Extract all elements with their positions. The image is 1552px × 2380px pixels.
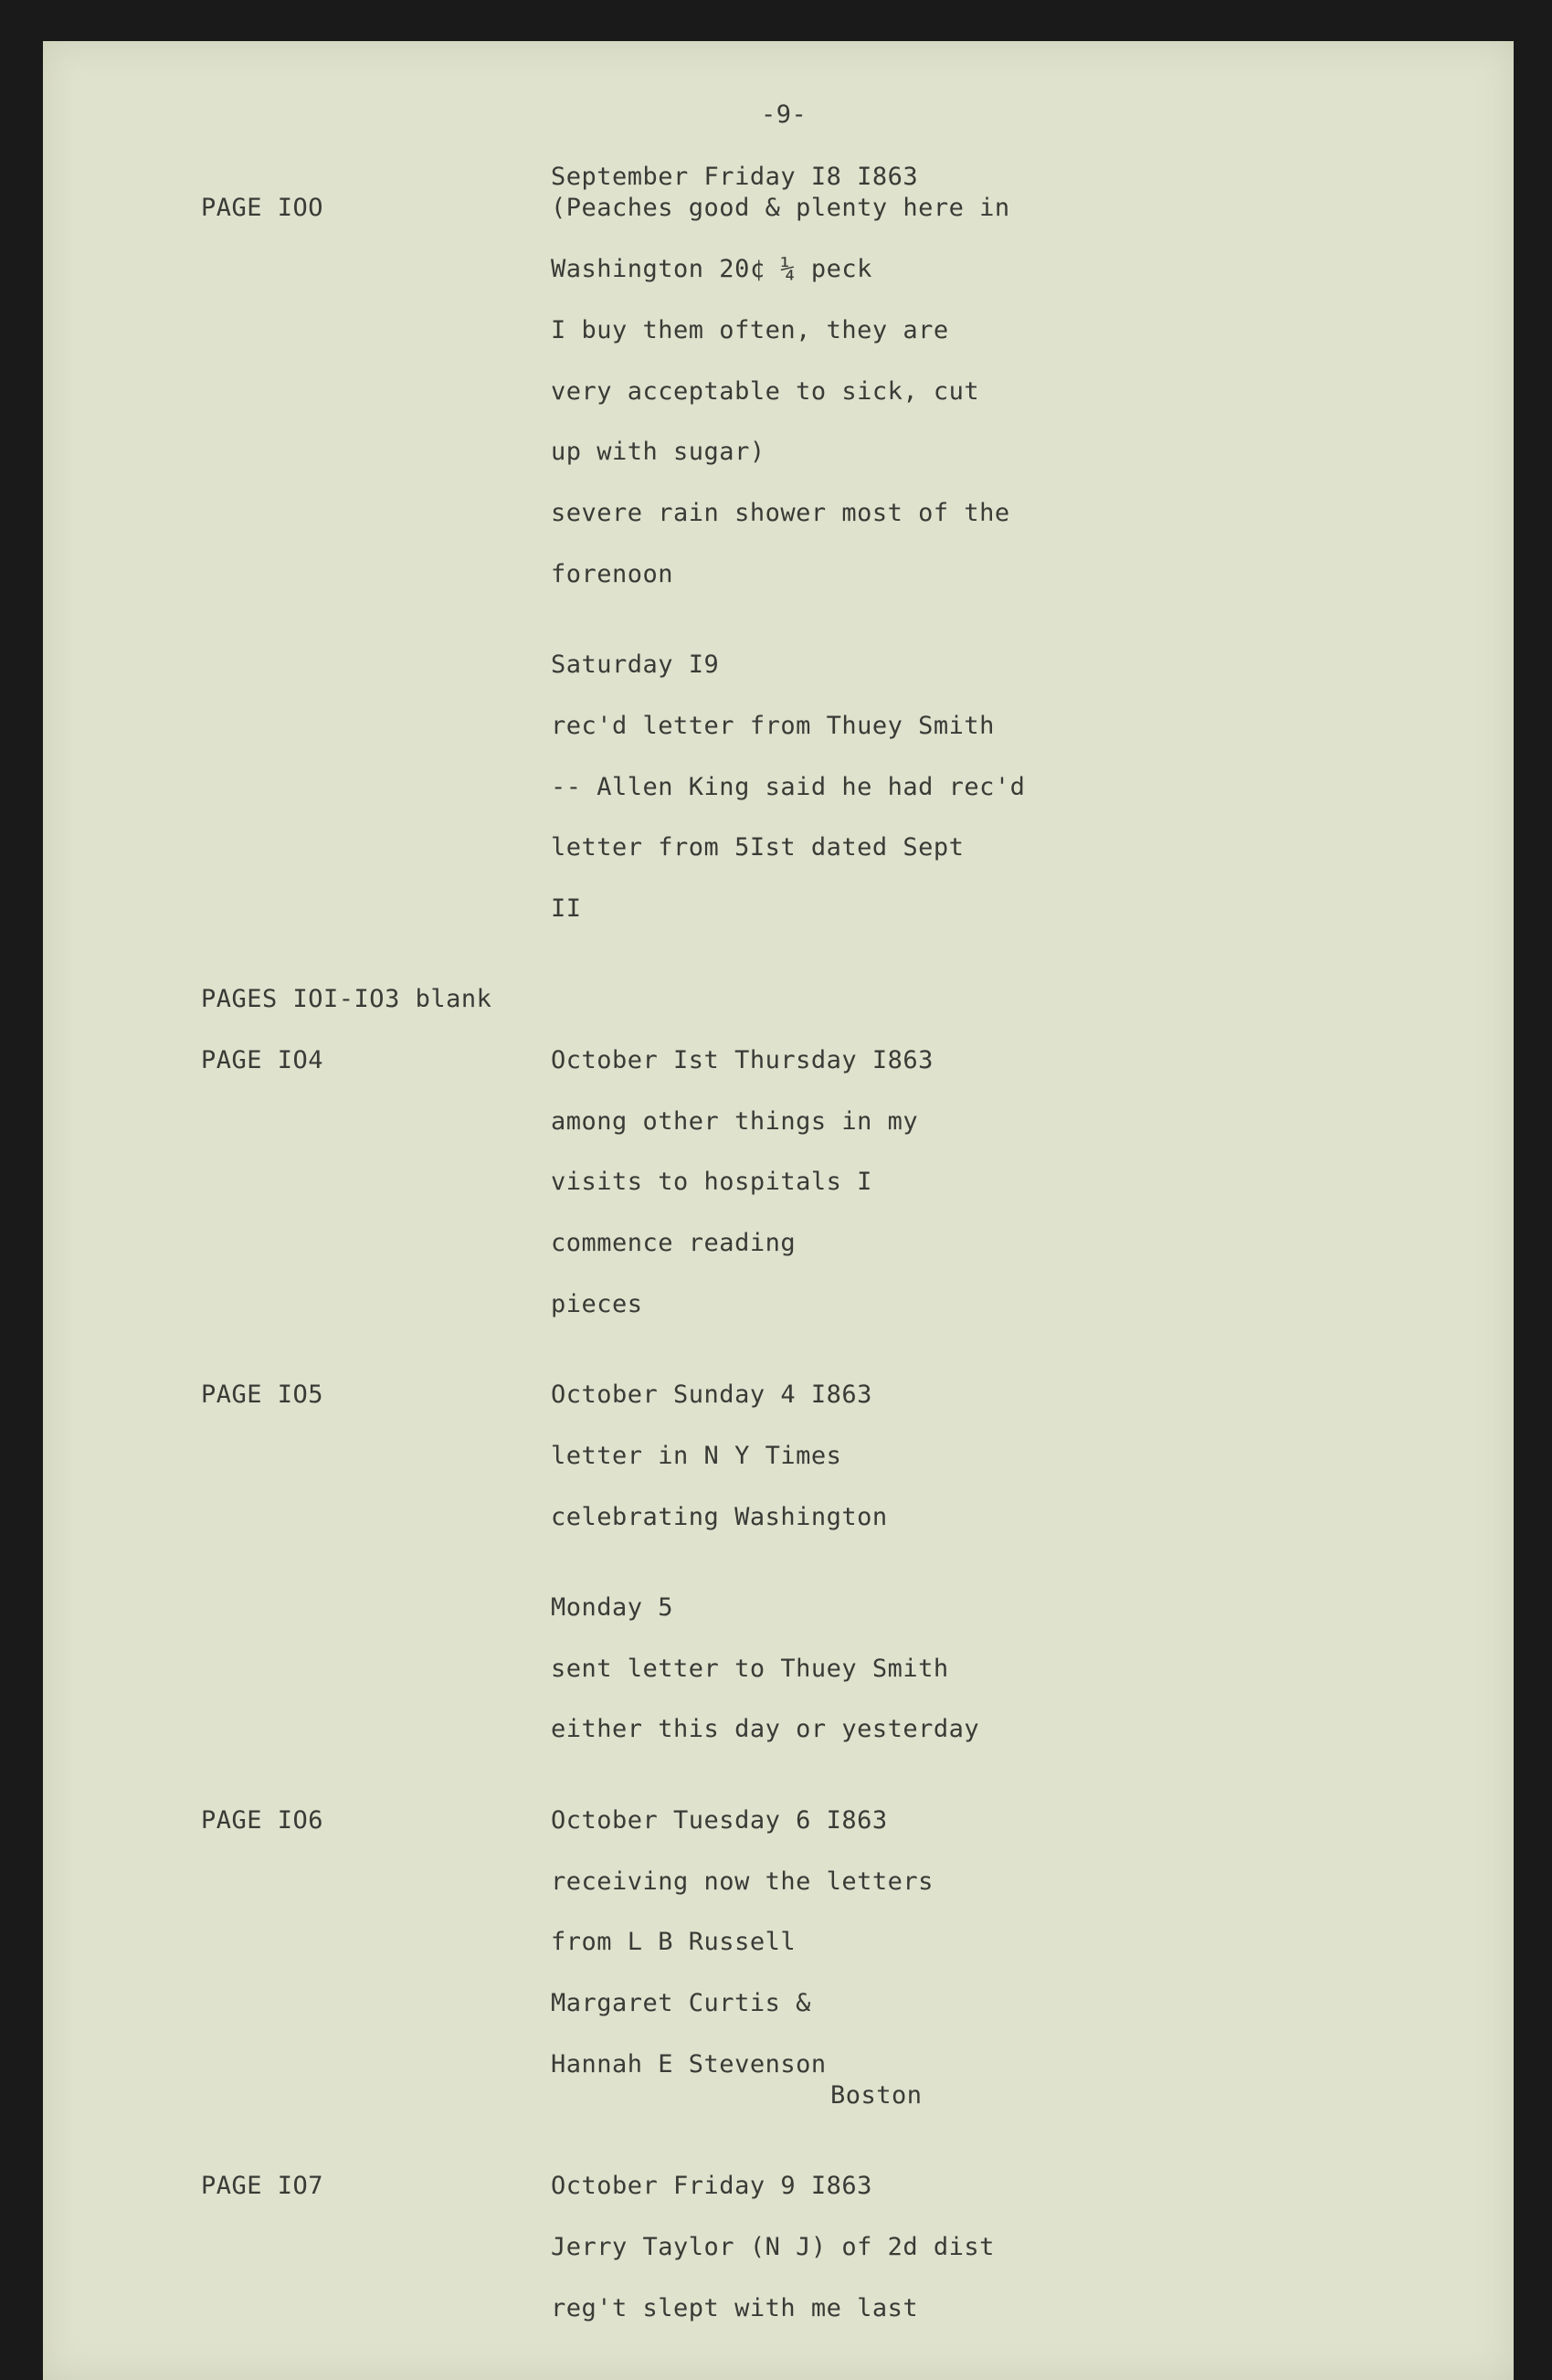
- entry-line: I buy them often, they are: [551, 316, 949, 344]
- entry-line: among other things in my: [551, 1107, 919, 1136]
- entry-line: Margaret Curtis &: [551, 1989, 811, 2017]
- entry-line: commence reading: [551, 1229, 797, 1257]
- entry-line: October Tuesday 6 I863: [551, 1806, 888, 1835]
- page-label-104: PAGE IO4: [201, 1046, 324, 1074]
- entry-line: letter from 5Ist dated Sept: [551, 833, 965, 862]
- entry-line: rec'd letter from Thuey Smith: [551, 712, 995, 740]
- entry-line: October Friday 9 I863: [551, 2172, 872, 2200]
- entry-line: Jerry Taylor (N J) of 2d dist: [551, 2233, 995, 2261]
- entry-line: Boston: [830, 2081, 923, 2110]
- entry-line: September Friday I8 I863: [551, 163, 919, 191]
- entry-line: pieces: [551, 1290, 643, 1318]
- entry-line: up with sugar): [551, 438, 765, 466]
- page-label-107: PAGE IO7: [201, 2172, 324, 2200]
- entry-line: from L B Russell: [551, 1928, 797, 1956]
- entry-line: Saturday I9: [551, 651, 720, 679]
- entry-line: October Sunday 4 I863: [551, 1380, 872, 1409]
- entry-line: (Peaches good & plenty here in: [551, 194, 1010, 222]
- entry-line: very acceptable to sick, cut: [551, 377, 980, 406]
- entry-line: either this day or yesterday: [551, 1715, 980, 1743]
- entry-line: reg't slept with me last: [551, 2294, 919, 2322]
- entry-line: visits to hospitals I: [551, 1168, 872, 1196]
- page-label-105: PAGE IO5: [201, 1380, 324, 1409]
- page-label-101-103: PAGES IOI-IO3 blank: [201, 985, 492, 1013]
- entry-line: Hannah E Stevenson: [551, 2050, 827, 2079]
- entry-line: celebrating Washington: [551, 1503, 888, 1531]
- entry-line: October Ist Thursday I863: [551, 1046, 934, 1074]
- entry-line: Washington 20¢ ¼ peck: [551, 255, 872, 283]
- entry-line: -- Allen King said he had rec'd: [551, 773, 1026, 801]
- entry-line: receiving now the letters: [551, 1867, 934, 1896]
- page-label-106: PAGE IO6: [201, 1806, 324, 1835]
- page-number: -9-: [761, 100, 808, 129]
- entry-line: forenoon: [551, 560, 674, 588]
- page-label-100: PAGE IOO: [201, 194, 324, 222]
- entry-line: letter in N Y Times: [551, 1442, 842, 1470]
- entry-line: Monday 5: [551, 1593, 674, 1622]
- entry-line: sent letter to Thuey Smith: [551, 1655, 949, 1683]
- entry-line: II: [551, 894, 582, 923]
- entry-line: severe rain shower most of the: [551, 499, 1010, 527]
